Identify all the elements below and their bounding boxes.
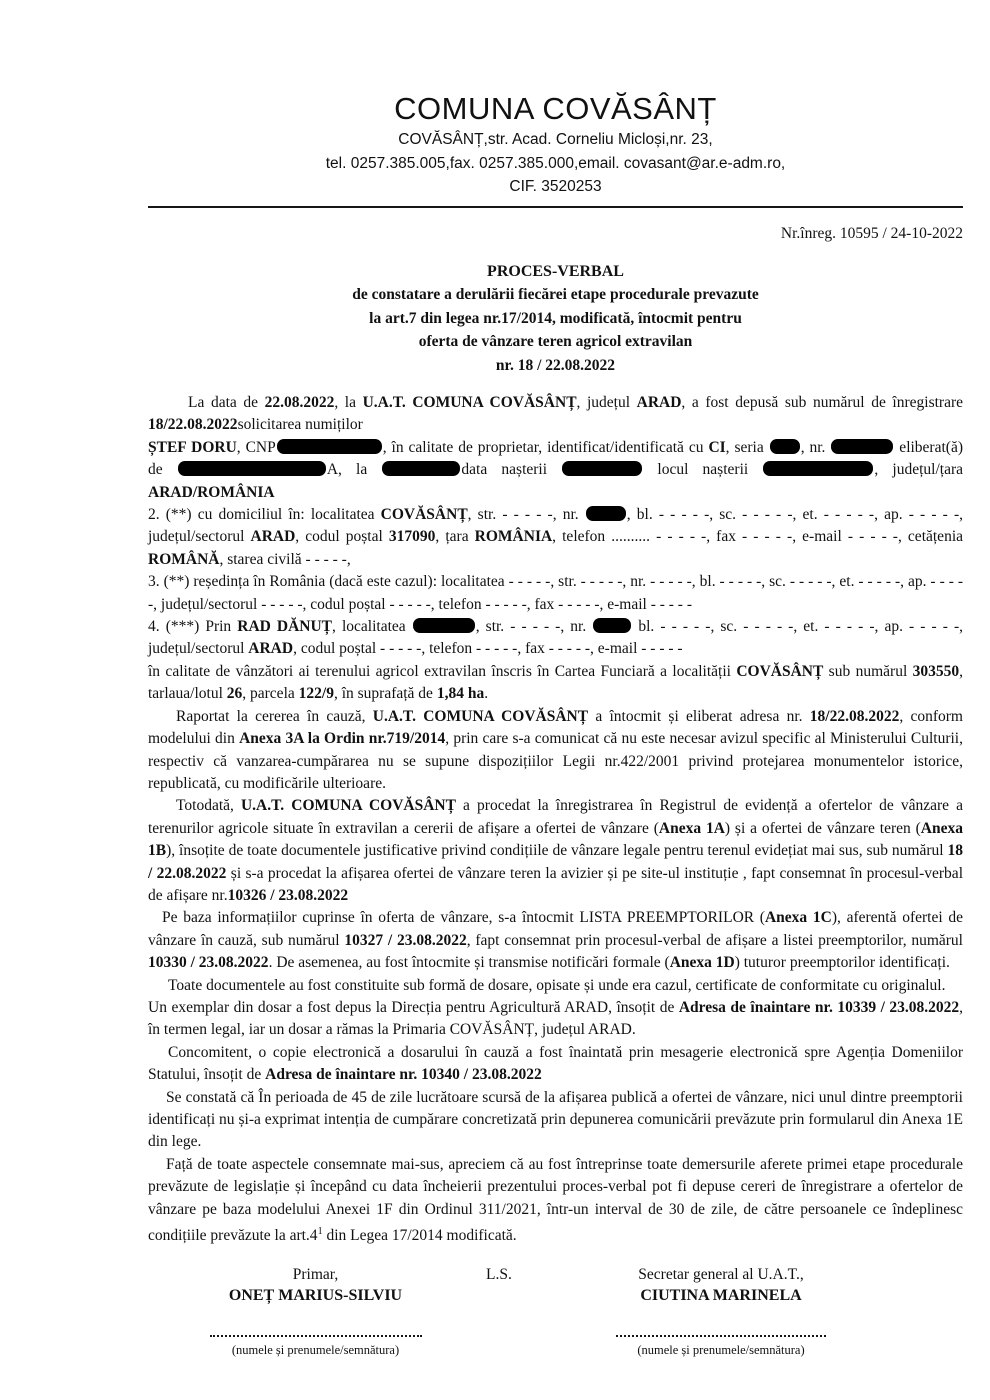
text: , str. - - - - -, nr. xyxy=(475,618,593,636)
bold-text: U.A.T. COMUNA COVĂSÂNȚ xyxy=(240,797,456,815)
org-address: COVĂSÂNȚ,str. Acad. Corneliu Micloși,nr. 23, xyxy=(398,131,713,148)
text: data nașterii xyxy=(461,461,562,479)
signature-caption: (numele și prenumele/semnătura) xyxy=(637,1342,805,1357)
text: solicitarea numiților xyxy=(237,416,363,434)
paragraph xyxy=(148,907,963,974)
bold-text: 10330 / 23.08.2022 xyxy=(148,954,269,972)
text: , parcela xyxy=(242,685,299,703)
bold-text: ARAD xyxy=(250,528,296,546)
bold-text: 26 xyxy=(226,685,243,703)
title-line: de constatare a derulării fiecărei etape procedurale prevazute xyxy=(352,286,759,303)
signature-name: ONEȚ MARIUS-SILVIU xyxy=(228,1286,403,1304)
text: Pe baza informațiilor cuprinse în oferta de vânzare, s-a întocmit LISTA PREEMPTORILOR ( xyxy=(162,909,765,927)
paragraph xyxy=(148,1087,963,1154)
paragraph xyxy=(148,571,963,616)
header-divider xyxy=(148,206,963,208)
redaction-bar xyxy=(382,461,460,476)
seal-placeholder: L.S. xyxy=(486,1265,512,1283)
bold-text: ARAD xyxy=(636,394,682,411)
bold-text: 22.08.2022 xyxy=(264,394,335,411)
text: , str. - - - - -, nr. xyxy=(467,506,585,524)
bold-text: 18/22.08.2022 xyxy=(809,707,900,725)
text: , județul/țara xyxy=(874,461,963,479)
redaction-bar xyxy=(586,506,626,521)
signature-block xyxy=(148,1266,963,1400)
org-contact: tel. 0257.385.005,fax. 0257.385.000,email. covasant@ar.e-adm.ro, xyxy=(325,154,786,172)
bold-text: 18 / 22.08.2022 xyxy=(148,842,963,882)
redaction-bar xyxy=(562,461,642,476)
text: , localitatea xyxy=(332,618,412,636)
text: Concomitent, o copie electronică a dosarului în cauză a fost înaintată prin mesagerie electronică spre Agenția Domeniilor Statului, însoțit de xyxy=(148,1043,963,1084)
signature-left xyxy=(193,1266,438,1358)
text: Toate documentele au fost constituite sub formă de dosare, opisate și unde era cazul, certificate de conformitate cu originalul. xyxy=(168,976,946,994)
text: , tarlaua/lotul xyxy=(148,662,963,703)
text: Totodată, xyxy=(176,797,241,815)
paragraph xyxy=(148,1042,963,1087)
text: , codul poștal xyxy=(295,528,389,546)
redaction-bar xyxy=(277,439,382,454)
bold-text: Anexa 1C xyxy=(764,909,832,927)
paragraph xyxy=(148,504,963,571)
text: La data de xyxy=(188,394,265,411)
signature-caption: (numele și prenumele/semnătura) xyxy=(231,1342,400,1357)
redaction-bar xyxy=(593,618,631,633)
text: , codul poștal - - - - -, telefon - - - - -, fax - - - - -, e-mail - - - - - xyxy=(293,640,683,658)
text: , telefon .......... - - - - -, fax - - - - -, e-mail - - - - -, cetățenia xyxy=(552,528,963,546)
bold-text: 122/9 xyxy=(298,685,334,703)
document-title xyxy=(148,260,963,378)
org-cif: CIF. 3520253 xyxy=(509,178,602,195)
signature-role: Secretar general al U.A.T., xyxy=(638,1265,804,1283)
title-line: nr. 18 / 22.08.2022 xyxy=(495,356,616,374)
bold-text: 303550 xyxy=(912,662,960,680)
text: a procedat la înregistrarea în Registrul de evidență a ofertelor de vânzare a terenurilor agricole situate în extravilan a cererii de afișare a ofertei de vânzare ( xyxy=(148,797,963,837)
redaction-bar xyxy=(413,618,475,633)
paragraph xyxy=(148,997,963,1042)
title-line: PROCES-VERBAL xyxy=(487,262,624,280)
signature-right xyxy=(596,1266,846,1358)
redaction-bar xyxy=(178,461,326,476)
bold-text: ARAD/ROMÂNIA xyxy=(148,483,275,501)
paragraph xyxy=(148,795,963,907)
signature-line xyxy=(210,1335,422,1337)
text: din Legea 17/2014 modificată. xyxy=(322,1227,517,1245)
text: . xyxy=(484,685,489,703)
paragraph xyxy=(148,392,963,437)
org-name: COMUNA COVĂSÂNȚ xyxy=(394,91,717,126)
bold-text: COVĂSÂNȚ xyxy=(380,506,468,524)
signature-role: Primar, xyxy=(292,1265,339,1283)
bold-text: Adresa de înaintare nr. 10340 / 23.08.2022 xyxy=(265,1066,542,1084)
bold-text: ROMÂNĂ xyxy=(148,550,220,568)
bold-text: Anexa 3A la Ordin nr.719/2014 xyxy=(239,730,446,748)
text: . De asemenea, au fost întocmite și transmise notificări formale ( xyxy=(268,954,670,972)
text: ), însoțite de toate documentele justificative privind condițiile de vânzare legale pentru terenul evidețiat mai sus, sub numărul xyxy=(166,842,948,860)
title-line: la art.7 din legea nr.17/2014, modificată, întocmit pentru xyxy=(369,309,742,327)
redaction-bar xyxy=(770,439,800,454)
text: Se constată că În perioada de 45 de zile lucrătoare scursă de la afișarea publică a ofertei de vânzare, nici unul dintre preemptorii identificați nu și-a exprimat intenția de cumpărare concretizată prin depunerea comunicării prevăzute prin formularul din Anexa 1E din lege. xyxy=(148,1088,963,1151)
text: , seria xyxy=(725,438,769,456)
text: , județul xyxy=(576,394,637,411)
text: , în calitate de proprietar, identificat/identificată cu xyxy=(382,438,709,456)
bold-text: Anexa 1A xyxy=(658,819,725,837)
text: 3. (**) reședința în România (dacă este cazul): localitatea - - - - -, str. - - - - -, nr. - - - - -, bl. - - - - -, sc. - - - - -, et. - - - - -, ap. - - - - -, județul/sectorul - - - - -, codul poștal - - - - -, telefon - - - - -, fax - - - - -, e-mail - - - - - xyxy=(148,573,963,613)
text: în calitate de vânzători ai terenului agricol extravilan înscris în Cartea Funciară a localității xyxy=(148,662,737,680)
text: 4. (***) Prin xyxy=(148,618,238,636)
bold-text: ȘTEF DORU xyxy=(148,438,237,456)
bold-text: 1,84 ha xyxy=(436,685,485,703)
text: a întocmit și eliberat adresa nr. xyxy=(588,707,810,725)
text: sub numărul xyxy=(823,662,913,680)
letterhead xyxy=(148,0,963,199)
redaction-bar xyxy=(763,461,873,476)
text: A, la xyxy=(326,461,382,479)
text: ) și a ofertei de vânzare teren ( xyxy=(724,819,921,837)
bold-text: Adresa de înaintare nr. 10339 / 23.08.2022 xyxy=(678,998,960,1016)
text: , în suprafață de xyxy=(333,685,437,703)
text: , a fost depusă sub numărul de înregistrare xyxy=(681,394,963,411)
bold-text: CI xyxy=(708,438,726,456)
text: , conform modelului din xyxy=(148,707,963,748)
bold-text: 18/22.08.2022 xyxy=(148,416,238,434)
text: , bl. - - - - -, sc. - - - - -, et. - - - - -, ap. - - - - -, județul/sectorul xyxy=(148,506,963,546)
paragraph xyxy=(148,706,963,796)
bold-text: COVĂSÂNȚ xyxy=(736,662,824,680)
text: , CNP xyxy=(236,438,276,456)
paragraph xyxy=(148,616,963,661)
text: 1 xyxy=(317,1226,323,1238)
paragraph xyxy=(148,1154,963,1248)
text: locul nașterii xyxy=(643,461,763,479)
text: , țara xyxy=(435,528,475,546)
redaction-bar xyxy=(831,439,893,454)
bold-text: Anexa 1B xyxy=(148,819,963,860)
bold-text: RAD DĂNUȚ xyxy=(237,618,333,636)
paragraph xyxy=(148,437,963,504)
text: , nr. xyxy=(800,438,831,456)
registration-number: Nr.înreg. 10595 / 24-10-2022 xyxy=(780,224,963,242)
text: eliberat(ă) de xyxy=(148,438,963,479)
title-line: oferta de vânzare teren agricol extravilan xyxy=(418,333,693,350)
text: bl. - - - - -, sc. - - - - -, et. - - - - -, ap. - - - - -, județul/sectorul xyxy=(148,618,963,658)
bold-text: 10326 / 23.08.2022 xyxy=(227,886,349,904)
text: Raportat la cererea în cauză, xyxy=(176,707,373,725)
text: Față de toate aspectele consemnate mai-sus, apreciem că au fost întreprinse toate demersurile aferete primei etape procedurale prevăzute de legislație și începând cu data încheierii prezentului proces-verbal pot fi depuse cereri de înregistrare a ofertelor de vânzare pe baza modelului Anexei 1F din Ordinul 311/2021, într-un interval de 30 de zile, de către persoanele ce îndeplinesc condițiile prevăzute la art.4 xyxy=(148,1155,963,1245)
text: , starea civilă - - - - -, xyxy=(219,550,351,568)
text: Un exemplar din dosar a fost depus la Direcția pentru Agricultură ARAD, însoțit de xyxy=(148,998,679,1016)
bold-text: U.A.T. COMUNA COVĂSÂNȚ xyxy=(372,707,589,725)
document-body xyxy=(148,392,963,1248)
signature-name: CIUTINA MARINELA xyxy=(640,1286,802,1304)
paragraph xyxy=(148,661,963,706)
text: , în termen legal, iar un dosar a rămas la Primaria COVĂSÂNȚ, județul ARAD. xyxy=(148,998,963,1039)
text: , prin care s-a comunicat că nu este necesar avizul specific al Ministerului Culturii, respectiv că vanzarea-cumpărarea nu se supune dispozițiilor Legii nr.422/2001 privind protejarea monumentelor istorice, republicată, cu modificările ulterioare. xyxy=(148,730,963,792)
bold-text: ROMÂNIA xyxy=(474,528,553,546)
bold-text: ARAD xyxy=(248,640,294,658)
bold-text: 317090 xyxy=(388,528,436,546)
text: , la xyxy=(334,394,363,411)
bold-text: U.A.T. COMUNA COVĂSÂNȚ xyxy=(362,394,577,411)
text: , fapt consemnat prin procesul-verbal de afișare a listei preemptorilor, numărul xyxy=(466,931,963,949)
bold-text: 10327 / 23.08.2022 xyxy=(344,931,467,949)
text: și s-a procedat la afișarea ofertei de vânzare teren la avizier și pe site-ul instituție , fapt consemnat în procesul-verbal de afișare nr. xyxy=(148,864,963,904)
text: ), aferentă ofertei de vânzare în cauză, sub numărul xyxy=(148,909,964,949)
signature-line xyxy=(616,1335,826,1337)
bold-text: Anexa 1D xyxy=(669,954,735,972)
text: ) tuturor preemptorilor identificați. xyxy=(734,954,950,972)
document-content xyxy=(148,0,963,1400)
paragraph xyxy=(148,975,963,997)
text: 2. (**) cu domiciliul în: localitatea xyxy=(148,506,381,524)
